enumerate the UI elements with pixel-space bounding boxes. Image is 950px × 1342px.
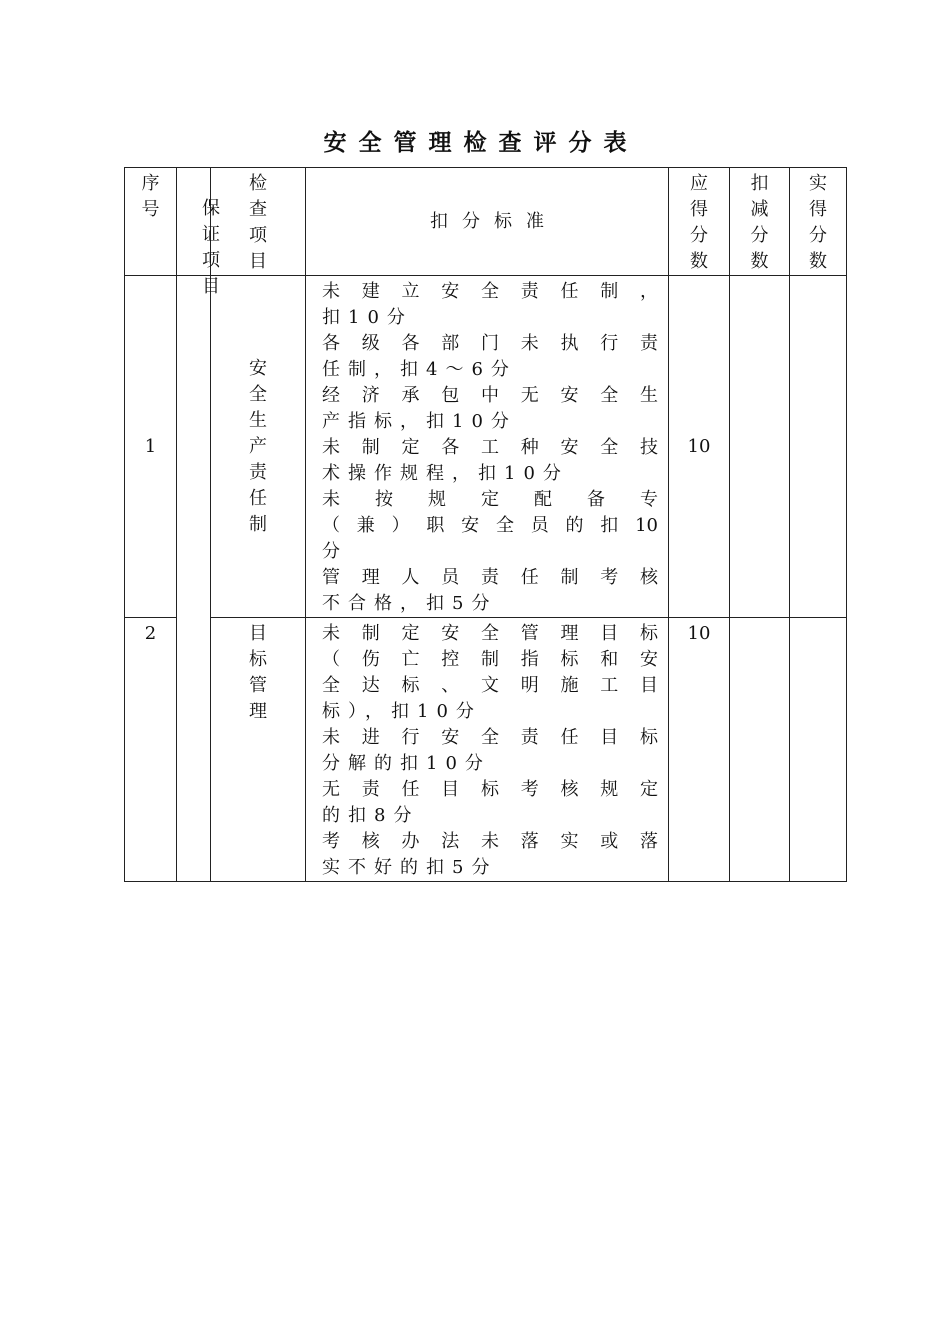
guarantee-char: 证 <box>202 224 220 245</box>
guarantee-char: 项 <box>202 250 220 271</box>
header-deduct <box>730 168 790 276</box>
header-item-char: 查 <box>249 199 267 220</box>
row-should: 10 <box>669 618 730 882</box>
row-item-char: 全 <box>249 383 267 405</box>
criteria-line: 各级各部门未执行责 <box>322 333 658 354</box>
row-criteria <box>306 618 669 882</box>
criteria-line: 未按规定配备专 <box>322 489 658 510</box>
criteria-line: 无责任目标考核规定 <box>322 779 658 800</box>
row-actual <box>790 618 847 882</box>
header-seq-char: 序 <box>141 173 160 194</box>
row-item-char: 理 <box>249 701 267 722</box>
criteria-line: 未建立安全责任制， <box>322 281 658 302</box>
criteria-line: 经济承包中无安全生 <box>322 385 658 406</box>
criteria-line: 扣10分 <box>322 307 413 328</box>
criteria-line: 分解的扣10分 <box>322 753 491 774</box>
header-item-char: 项 <box>249 225 267 246</box>
header-actual <box>790 168 847 276</box>
table-row <box>125 276 847 618</box>
header-should-char: 数 <box>690 251 708 272</box>
row-item-char: 责 <box>249 461 267 483</box>
criteria-line: 的扣8分 <box>322 805 420 826</box>
header-row <box>125 168 847 276</box>
header-deduct-char: 减 <box>750 199 769 220</box>
criteria-line: 未制定安全管理目标 <box>322 623 658 644</box>
header-deduct-char: 数 <box>750 251 769 272</box>
guarantee-label <box>194 196 228 300</box>
criteria-line: 产指标，扣10分 <box>322 411 517 432</box>
header-actual-char: 实 <box>809 173 827 194</box>
table-row <box>125 618 847 882</box>
guarantee-char: 保 <box>202 198 220 219</box>
row-item <box>211 276 306 618</box>
criteria-line: 分 <box>322 541 348 562</box>
header-deduct-char: 分 <box>750 225 769 246</box>
criteria-line: 实不好的扣5分 <box>322 857 498 878</box>
header-should <box>669 168 730 276</box>
criteria-line: 术操作规程，扣10分 <box>322 463 569 484</box>
criteria-line: （伤亡控制指标和安 <box>322 649 658 670</box>
row-item-char: 制 <box>249 513 267 535</box>
row-should: 10 <box>669 276 730 618</box>
header-deduct-char: 扣 <box>750 173 769 194</box>
page-title: 安全管理检查评分表 <box>323 130 639 156</box>
row-deduct <box>730 276 790 618</box>
criteria-line: 不合格，扣5分 <box>322 593 498 614</box>
guarantee-column-cell <box>177 276 211 882</box>
row-seq: 1 <box>125 276 177 618</box>
criteria-line: 未进行安全责任目标 <box>322 727 658 748</box>
header-standard: 扣分标准 <box>306 168 669 276</box>
row-actual <box>790 276 847 618</box>
row-item-char: 管 <box>249 675 267 696</box>
header-should-char: 分 <box>690 225 708 246</box>
row-seq: 2 <box>125 618 177 882</box>
row-item-char: 标 <box>249 649 267 670</box>
header-should-char: 得 <box>690 199 708 220</box>
header-actual-char: 分 <box>809 225 827 246</box>
row-item-char: 安 <box>249 357 267 379</box>
header-item-char: 目 <box>249 251 267 272</box>
criteria-line: 考核办法未落实或落 <box>322 831 658 852</box>
row-item-char: 任 <box>249 487 267 509</box>
row-item-char: 产 <box>249 435 267 457</box>
row-item-char: 目 <box>249 623 267 644</box>
guarantee-char: 目 <box>202 276 220 297</box>
header-seq-char: 号 <box>141 199 160 220</box>
header-should-char: 应 <box>690 173 708 194</box>
header-actual-char: 数 <box>809 251 827 272</box>
criteria-line: 任制，扣4～6分 <box>322 359 517 380</box>
header-actual-char: 得 <box>809 199 827 220</box>
row-deduct <box>730 618 790 882</box>
header-seq <box>125 168 177 276</box>
row-item-char: 生 <box>249 409 267 431</box>
row-item <box>211 618 306 882</box>
criteria-line: （兼）职安全员的扣10 <box>322 515 658 536</box>
criteria-line: 标），扣10分 <box>322 701 482 722</box>
criteria-line: 全达标、文明施工目 <box>322 675 658 696</box>
header-item-char: 检 <box>249 173 267 194</box>
row-criteria <box>306 276 669 618</box>
criteria-line: 管理人员责任制考核 <box>322 567 658 588</box>
score-table <box>124 167 847 882</box>
criteria-line: 未制定各工种安全技 <box>322 437 658 458</box>
